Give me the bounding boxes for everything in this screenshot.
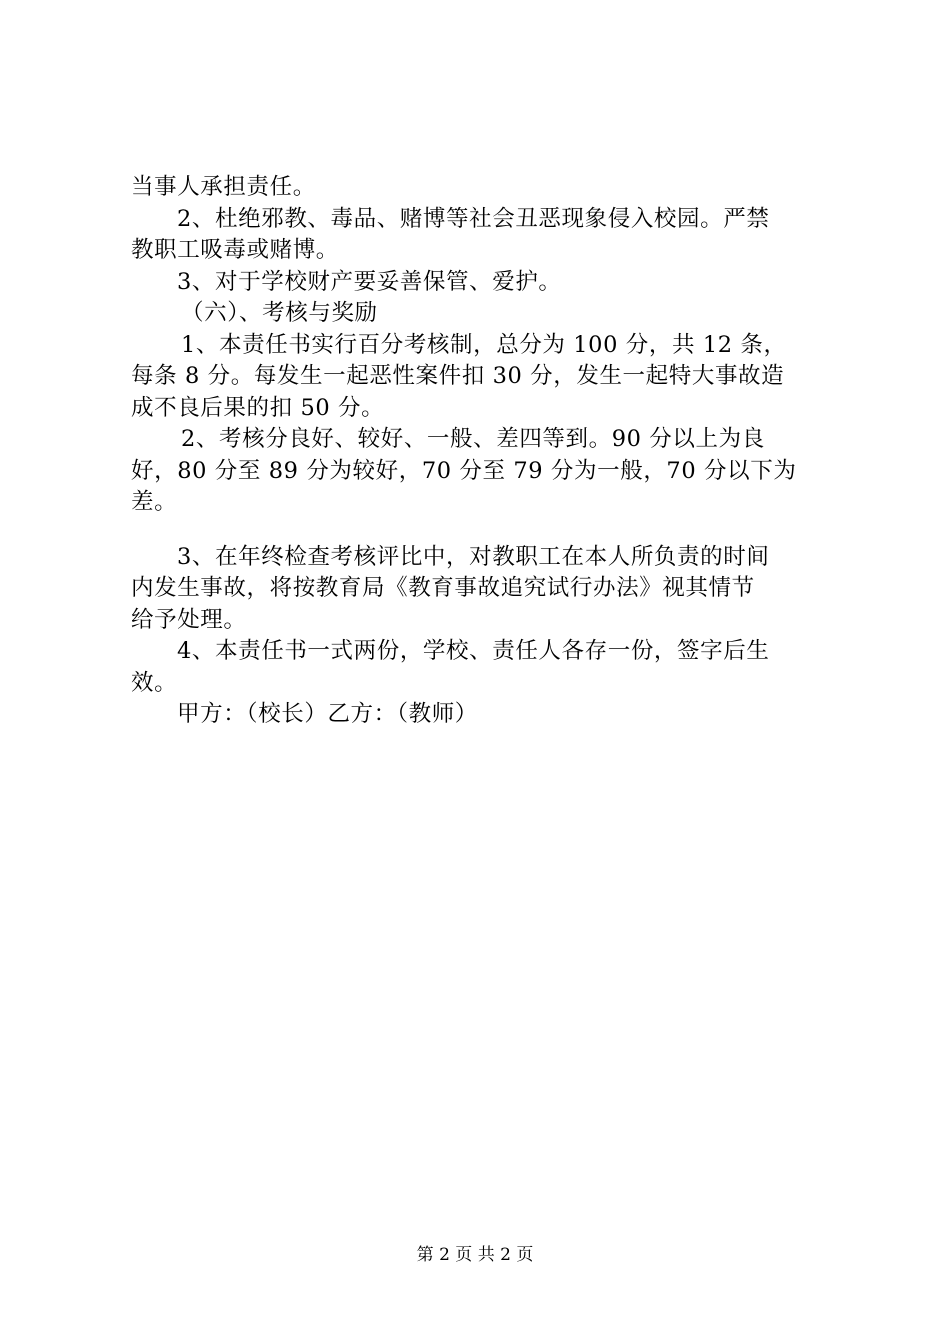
paragraph-line: 教职工吸毒或赌博。 — [131, 237, 339, 263]
paragraph-line: 1、本责任书实行百分考核制，总分为 100 分，共 12 条， — [181, 331, 787, 358]
paragraph-gap — [131, 519, 841, 542]
page-footer — [0, 1243, 950, 1267]
paragraph-line: 3、对于学校财产要妥善保管、爱护。 — [177, 268, 562, 295]
page-number: 第 2 页 共 2 页 — [416, 1245, 534, 1265]
document-body — [131, 172, 841, 731]
signature-line: 甲方：（校长）乙方：（教师） — [177, 701, 478, 727]
paragraph-line: 当事人承担责任。 — [131, 174, 316, 200]
paragraph-line: 效。 — [131, 669, 178, 696]
paragraph-line: 4、本责任书一式两份，学校、责任人各存一份，签字后生 — [177, 638, 770, 664]
section-heading: （六）、考核与奖励 — [181, 300, 378, 326]
paragraph-line: 每条 8 分。每发生一起恶性案件扣 30 分，发生一起特大事故造 — [131, 363, 785, 389]
paragraph-line: 内发生事故，将按教育局《教育事故追究试行办法》视其情节 — [131, 575, 755, 601]
paragraph-line: 成不良后果的扣 50 分。 — [131, 394, 385, 421]
paragraph-line: 给予处理。 — [131, 606, 247, 633]
paragraph-line: 好，80 分至 89 分为较好，70 分至 79 分为一般，70 分以下为差。 — [131, 457, 797, 515]
paragraph-line: 2、杜绝邪教、毒品、赌博等社会丑恶现象侵入校园。严禁 — [177, 205, 770, 232]
paragraph-line: 2、考核分良好、较好、一般、差四等到。90 分以上为良 — [181, 426, 765, 452]
paragraph-line: 3、在年终检查考核评比中，对教职工在本人所负责的时间 — [177, 543, 770, 570]
